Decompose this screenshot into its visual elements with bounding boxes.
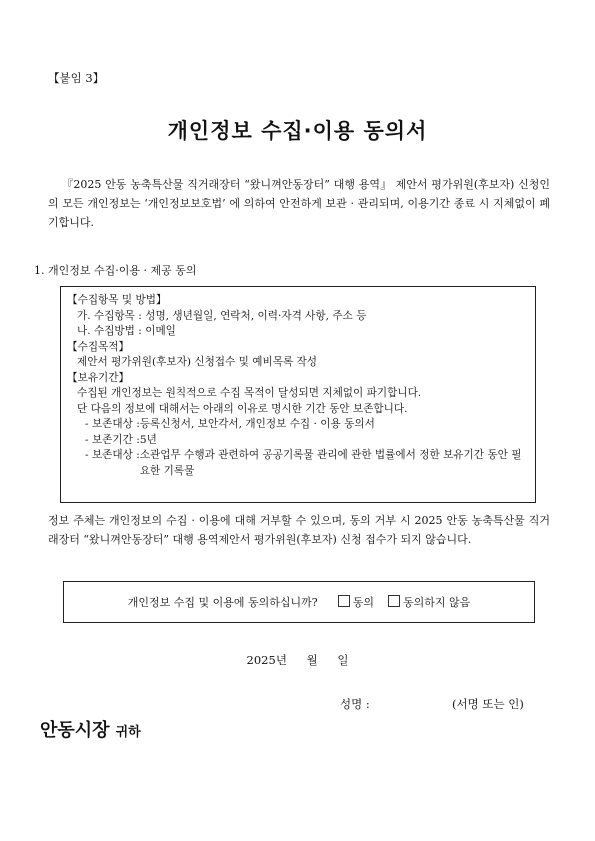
retention-item-value: 5년	[139, 433, 157, 446]
attachment-label: 【붙임 3】	[48, 71, 105, 85]
addressee-suffix: 귀하	[115, 725, 141, 740]
intro-paragraph: 『2025 안동 농축특산물 직거래장터 “왔니껴안동장터” 대행 용역』 제안서 평가위원(후보자) 신청인의 모든 개인정보는 ‘개인정보보호법’ 에 의하여 안전하게 보관 · 관리되며, 이용기간 종료 시 지체없이 폐기합니다.	[48, 178, 550, 229]
retention-line-1: 수집된 개인정보는 원칙적으로 수집 목적이 달성되면 지체없이 파기합니다.	[77, 387, 422, 399]
disagree-option[interactable]	[388, 594, 470, 610]
agree-option[interactable]	[338, 594, 374, 610]
items-list-a: 가. 수집항목 : 성명, 생년월일, 연락처, 이력·자격 사항, 주소 등	[77, 309, 367, 322]
retention-item-label: - 보존기간 :	[85, 433, 140, 446]
signature-label: 성명 :	[340, 697, 370, 711]
items-list-b: 나. 수집방법 : 이메일	[77, 325, 176, 337]
retention-item	[67, 433, 529, 449]
retention-item-value: 소관업무 수행과 관련하여 공공기록물 관리에 관한 법률에서 정한 보유기간 동안 필요한 기록물	[139, 449, 522, 477]
retention-item	[67, 417, 529, 433]
signature-note: (서명 또는 인)	[452, 697, 524, 711]
consent-details-box	[60, 286, 536, 503]
date-line: 2025년 월 일	[246, 653, 349, 667]
retention-item-value: 등록신청서, 보안각서, 개인정보 수집 · 이용 동의서	[139, 418, 375, 430]
refusal-notice: 정보 주체는 개인정보의 수집 · 이용에 대해 거부할 수 있으며, 동의 거부 시 2025 안동 농축특산물 직거래장터 “왔니껴안동장터” 대행 용역제안서 평가위원(후보자) 신청 접수가 되지 않습니다.	[48, 514, 550, 546]
disagree-label: 동의하지 않음	[402, 596, 471, 609]
agree-checkbox[interactable]	[338, 595, 350, 607]
disagree-checkbox[interactable]	[388, 595, 400, 607]
items-header: 【수집항목 및 방법】	[67, 294, 167, 306]
retention-item	[67, 448, 529, 479]
retention-line-2: 단 다음의 정보에 대해서는 아래의 이유로 명시한 기간 동안 보존합니다.	[77, 402, 408, 415]
addressee-name: 안동시장	[40, 720, 110, 741]
consent-question: 개인정보 수집 및 이용에 동의하십니까?	[127, 596, 318, 609]
purpose-header: 【수집목적】	[67, 340, 130, 353]
retention-item-label: - 보존대상 :	[85, 418, 140, 430]
document-title: 개인정보 수집·이용 동의서	[167, 119, 428, 143]
section-title: 1. 개인정보 수집·이용 · 제공 동의	[34, 264, 197, 277]
consent-question-box	[63, 581, 535, 623]
purpose-text: 제안서 평가위원(후보자) 신청접수 및 예비목록 작성	[77, 356, 318, 368]
retention-item-label: - 보존대상 :	[85, 449, 140, 461]
agree-label: 동의	[352, 596, 374, 609]
addressee	[40, 716, 141, 742]
retention-header: 【보유기간】	[67, 371, 130, 384]
